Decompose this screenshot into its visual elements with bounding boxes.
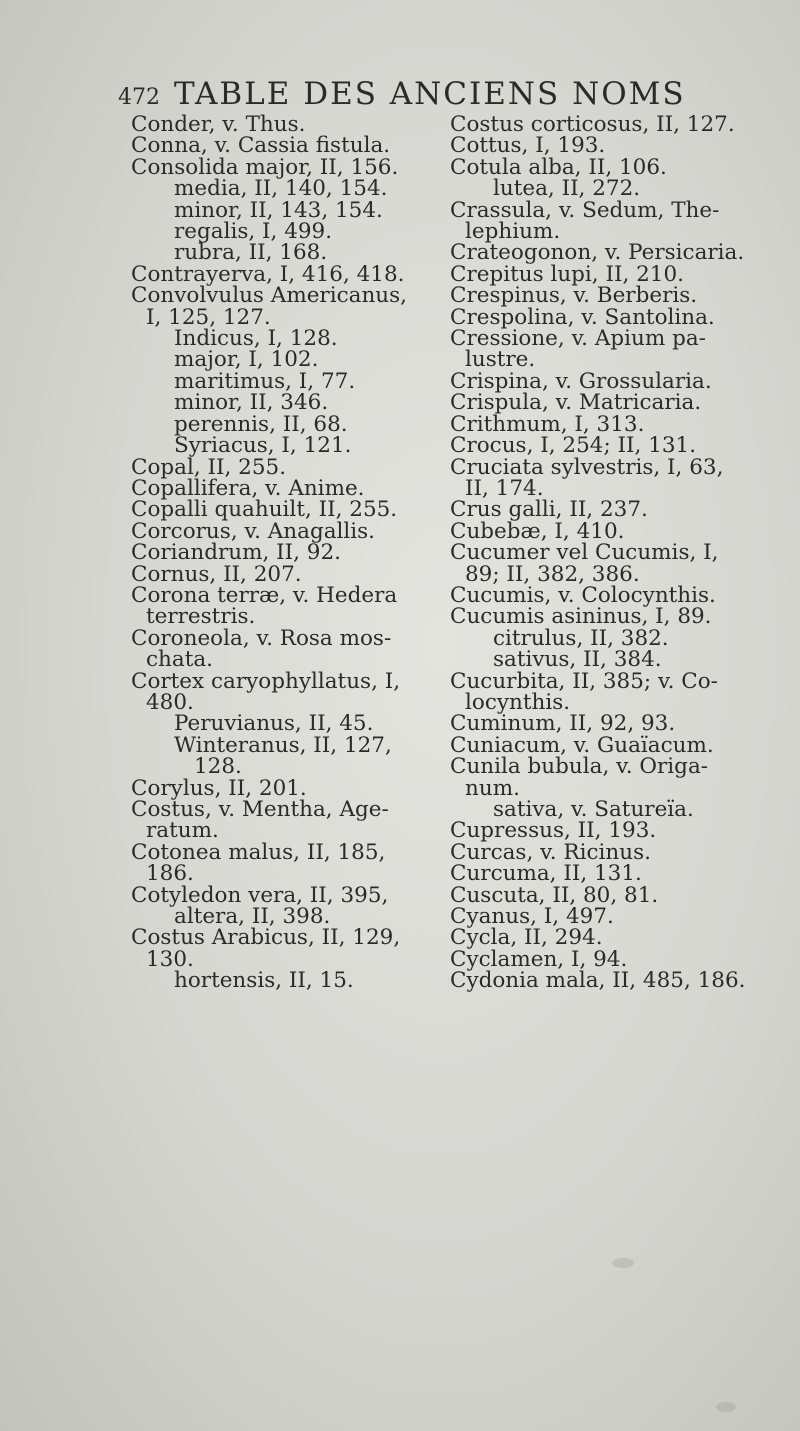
- index-entry: citrulus, II, 382.: [493, 625, 669, 651]
- index-entry: 128.: [194, 754, 242, 780]
- index-entry: terrestris.: [146, 604, 256, 630]
- index-entry: Winteranus, II, 127,: [174, 732, 392, 758]
- index-entry: Crithmum, I, 313.: [450, 411, 645, 437]
- index-entry: Convolvulus Americanus,: [131, 283, 408, 309]
- index-entry: Curcas, v. Ricinus.: [450, 839, 651, 865]
- index-entry: Conder, v. Thus.: [131, 112, 306, 137]
- paper-stain: [716, 1402, 736, 1412]
- index-entry: Corona terræ, v. Hedera: [131, 582, 398, 608]
- index-entry: Indicus, I, 128.: [174, 326, 338, 352]
- index-entry: major, I, 102.: [174, 347, 319, 373]
- index-entry: Cupressus, II, 193.: [450, 818, 657, 844]
- index-entry: Conna, v. Cassia fistula.: [131, 133, 391, 159]
- index-entry: Crespinus, v. Berberis.: [450, 283, 698, 309]
- index-entry: Cotonea malus, II, 185,: [131, 839, 386, 865]
- index-entry: media, II, 140, 154.: [174, 176, 388, 202]
- paper-stain: [612, 1258, 634, 1268]
- index-entry: Crespolina, v. Santolina.: [450, 304, 715, 330]
- index-entry: perennis, II, 68.: [174, 411, 348, 437]
- index-entry: Cuscuta, II, 80, 81.: [450, 882, 659, 908]
- index-entry: 186.: [146, 861, 194, 887]
- index-entry: locynthis.: [465, 689, 571, 715]
- index-entry: Cucumer vel Cucumis, I,: [450, 540, 719, 566]
- index-entry: Crateogonon, v. Persicaria.: [450, 240, 745, 266]
- index-entry: Cubebæ, I, 410.: [450, 518, 625, 544]
- index-entry: chata.: [146, 647, 213, 673]
- page-header: [118, 76, 778, 116]
- index-entry: Cucumis asininus, I, 89.: [450, 604, 712, 630]
- index-entry: Copal, II, 255.: [131, 454, 287, 480]
- index-entry: Corylus, II, 201.: [131, 775, 307, 801]
- index-entry: I, 125, 127.: [146, 304, 271, 330]
- index-entry: hortensis, II, 15.: [174, 968, 354, 994]
- index-entry: 89; II, 382, 386.: [465, 561, 640, 587]
- index-entry: Crispula, v. Matricaria.: [450, 390, 702, 416]
- index-entry: sativus, II, 384.: [493, 647, 662, 673]
- index-entry: Cycla, II, 294.: [450, 925, 603, 951]
- index-entry: lephium.: [465, 219, 561, 245]
- index-entry: Cydonia mala, II, 485, 186.: [450, 968, 746, 994]
- index-entry: ratum.: [146, 818, 219, 844]
- index-entry: 480.: [146, 689, 194, 715]
- index-entry: Crus galli, II, 237.: [450, 497, 648, 523]
- page-number: 472: [118, 85, 160, 110]
- index-entry: Corcorus, v. Anagallis.: [131, 518, 376, 544]
- index-entry: Cyanus, I, 497.: [450, 904, 614, 930]
- index-entry: Cortex caryophyllatus, I,: [131, 668, 401, 694]
- index-entry: regalis, I, 499.: [174, 219, 333, 245]
- index-entry: lustre.: [465, 347, 536, 373]
- index-entry: Copallifera, v. Anime.: [131, 475, 365, 501]
- index-entry: Cottus, I, 193.: [450, 133, 606, 159]
- index-entry: Costus, v. Mentha, Age-: [131, 797, 389, 822]
- index-entry: Crassula, v. Sedum, The-: [450, 197, 720, 223]
- index-entry: Coroneola, v. Rosa mos-: [131, 625, 392, 651]
- index-entry: Crepitus lupi, II, 210.: [450, 261, 685, 287]
- index-entry: num.: [465, 775, 520, 801]
- index-entry: Copalli quahuilt, II, 255.: [131, 497, 398, 523]
- index-entry: Cunila bubula, v. Origa-: [450, 754, 709, 780]
- index-entry: Costus corticosus, II, 127.: [450, 112, 735, 137]
- index-entry: Syriacus, I, 121.: [174, 433, 352, 459]
- index-entry: lutea, II, 272.: [493, 176, 641, 202]
- index-entry: Costus Arabicus, II, 129,: [131, 925, 401, 951]
- index-entry: Cuniacum, v. Guaïacum.: [450, 732, 714, 758]
- index-entry: II, 174.: [465, 475, 544, 501]
- index-entry: Cucumis, v. Colocynthis.: [450, 582, 716, 608]
- index-entry: Peruvianus, II, 45.: [174, 711, 374, 737]
- index-entry: altera, II, 398.: [174, 904, 331, 930]
- index-entry: sativa, v. Satureïa.: [493, 797, 694, 822]
- index-entry: Curcuma, II, 131.: [450, 861, 642, 887]
- index-entry: maritimus, I, 77.: [174, 368, 356, 394]
- index-entry: Cruciata sylvestris, I, 63,: [450, 454, 724, 480]
- index-entry: Cucurbita, II, 385; v. Co-: [450, 668, 718, 694]
- index-entry: Cornus, II, 207.: [131, 561, 302, 587]
- right-column: [450, 114, 780, 992]
- index-entry: Cuminum, II, 92, 93.: [450, 711, 676, 737]
- index-entry: Crocus, I, 254; II, 131.: [450, 433, 697, 459]
- index-entry: minor, II, 143, 154.: [174, 197, 383, 223]
- index-entry: Contrayerva, I, 416, 418.: [131, 261, 405, 287]
- left-column: [131, 114, 431, 992]
- index-entry: Crispina, v. Grossularia.: [450, 368, 712, 394]
- index-entry: Cressione, v. Apium pa-: [450, 326, 706, 352]
- index-entry: 130.: [146, 946, 194, 972]
- index-entry: Coriandrum, II, 92.: [131, 540, 342, 566]
- page-title: TABLE DES ANCIENS NOMS: [174, 76, 686, 112]
- index-entry: Cotyledon vera, II, 395,: [131, 882, 389, 908]
- index-entry: rubra, II, 168.: [174, 240, 328, 266]
- index-entry: minor, II, 346.: [174, 390, 329, 416]
- index-entry: Consolida major, II, 156.: [131, 154, 399, 180]
- index-entry: Cyclamen, I, 94.: [450, 946, 628, 972]
- index-entry: Cotula alba, II, 106.: [450, 154, 667, 180]
